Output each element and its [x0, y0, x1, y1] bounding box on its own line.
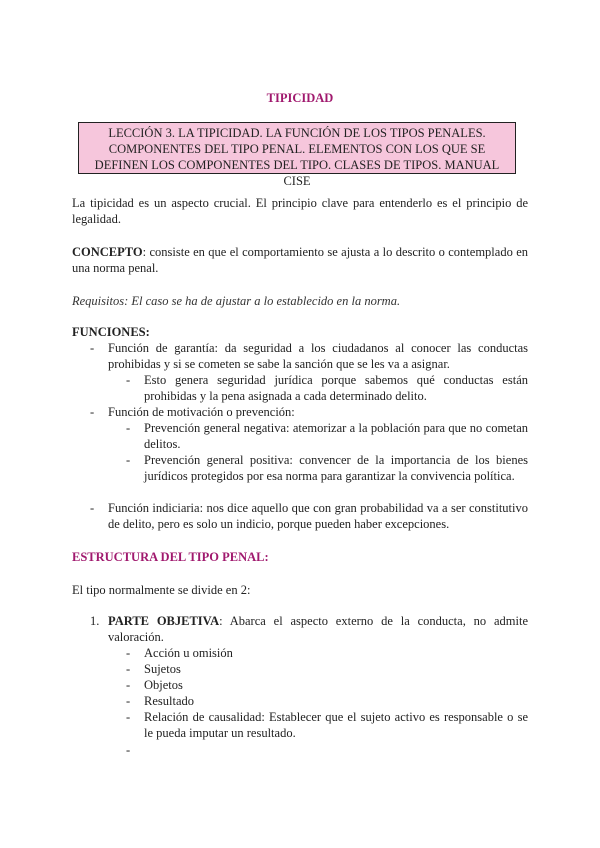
page-title: TIPICIDAD — [266, 91, 334, 105]
list-dash: - — [126, 453, 131, 467]
funciones-heading: FUNCIONES: — [72, 325, 150, 339]
list-dash: - — [126, 646, 131, 660]
list-dash: - — [126, 373, 131, 387]
requisitos-paragraph: Requisitos: El caso se ha de ajustar a lo establecido en la norma. — [72, 294, 401, 308]
list-dash: - — [90, 501, 95, 515]
list-item: Sujetos — [144, 662, 181, 676]
list-item: Acción u omisión — [144, 646, 233, 660]
list-dash: - — [126, 421, 131, 435]
list-dash: - — [90, 405, 95, 419]
intro-paragraph: La tipicidad es un aspecto crucial. El principio clave para entenderlo es el principio de legalidad. — [72, 196, 528, 226]
list-item: Prevención general positiva: convencer de la importancia de los bienes jurídicos protegidos por esa norma para garantizar la convivencia política. — [144, 453, 528, 483]
parte-objetiva-text: : Abarca el aspecto externo de la conducta, no admite valoración. — [108, 614, 528, 644]
list-item: Función de motivación o prevención: — [108, 405, 295, 419]
parte-objetiva-item — [108, 613, 528, 645]
list-item: Función indiciaria: nos dice aquello que con gran probabilidad va a ser constitutivo de delito, pero es solo un indicio, porque pueden haber excepciones. — [108, 501, 528, 531]
estructura-intro: El tipo normalmente se divide en 2: — [72, 583, 251, 597]
estructura-heading: ESTRUCTURA DEL TIPO PENAL: — [72, 550, 269, 564]
list-item: Prevención general negativa: atemorizar a la población para que no cometan delitos. — [144, 421, 528, 451]
list-number: 1. — [90, 614, 100, 628]
list-dash: - — [126, 710, 131, 724]
lesson-box: LECCIÓN 3. LA TIPICIDAD. LA FUNCIÓN DE LOS TIPOS PENALES. COMPONENTES DEL TIPO PENAL. ELEMENTOS CON LOS QUE SE DEFINEN LOS COMPONENTES DEL TIPO. CLASES DE TIPOS. MANUAL CISE — [78, 122, 516, 174]
list-dash: - — [126, 678, 131, 692]
list-item: Función de garantía: da seguridad a los ciudadanos al conocer las conductas prohibidas y si se cometen se sabe la sanción que se les va a asignar. — [108, 341, 528, 371]
list-item: Relación de causalidad: Establecer que el sujeto activo es responsable o se le pueda imputar un resultado. — [144, 710, 528, 740]
concepto-text: : consiste en que el comportamiento se ajusta a lo descrito o contemplado en una norma penal. — [72, 245, 528, 275]
list-item: Esto genera seguridad jurídica porque sabemos qué conductas están prohibidas y la pena asignada a cada determinado delito. — [144, 373, 528, 403]
list-dash: - — [126, 743, 131, 757]
list-dash: - — [126, 662, 131, 676]
parte-objetiva-label: PARTE OBJETIVA — [108, 614, 220, 628]
list-item: Objetos — [144, 678, 183, 692]
list-dash: - — [126, 694, 131, 708]
concepto-paragraph — [72, 244, 528, 276]
concepto-label: CONCEPTO — [72, 245, 143, 259]
list-dash: - — [90, 341, 95, 355]
list-item: Resultado — [144, 694, 194, 708]
